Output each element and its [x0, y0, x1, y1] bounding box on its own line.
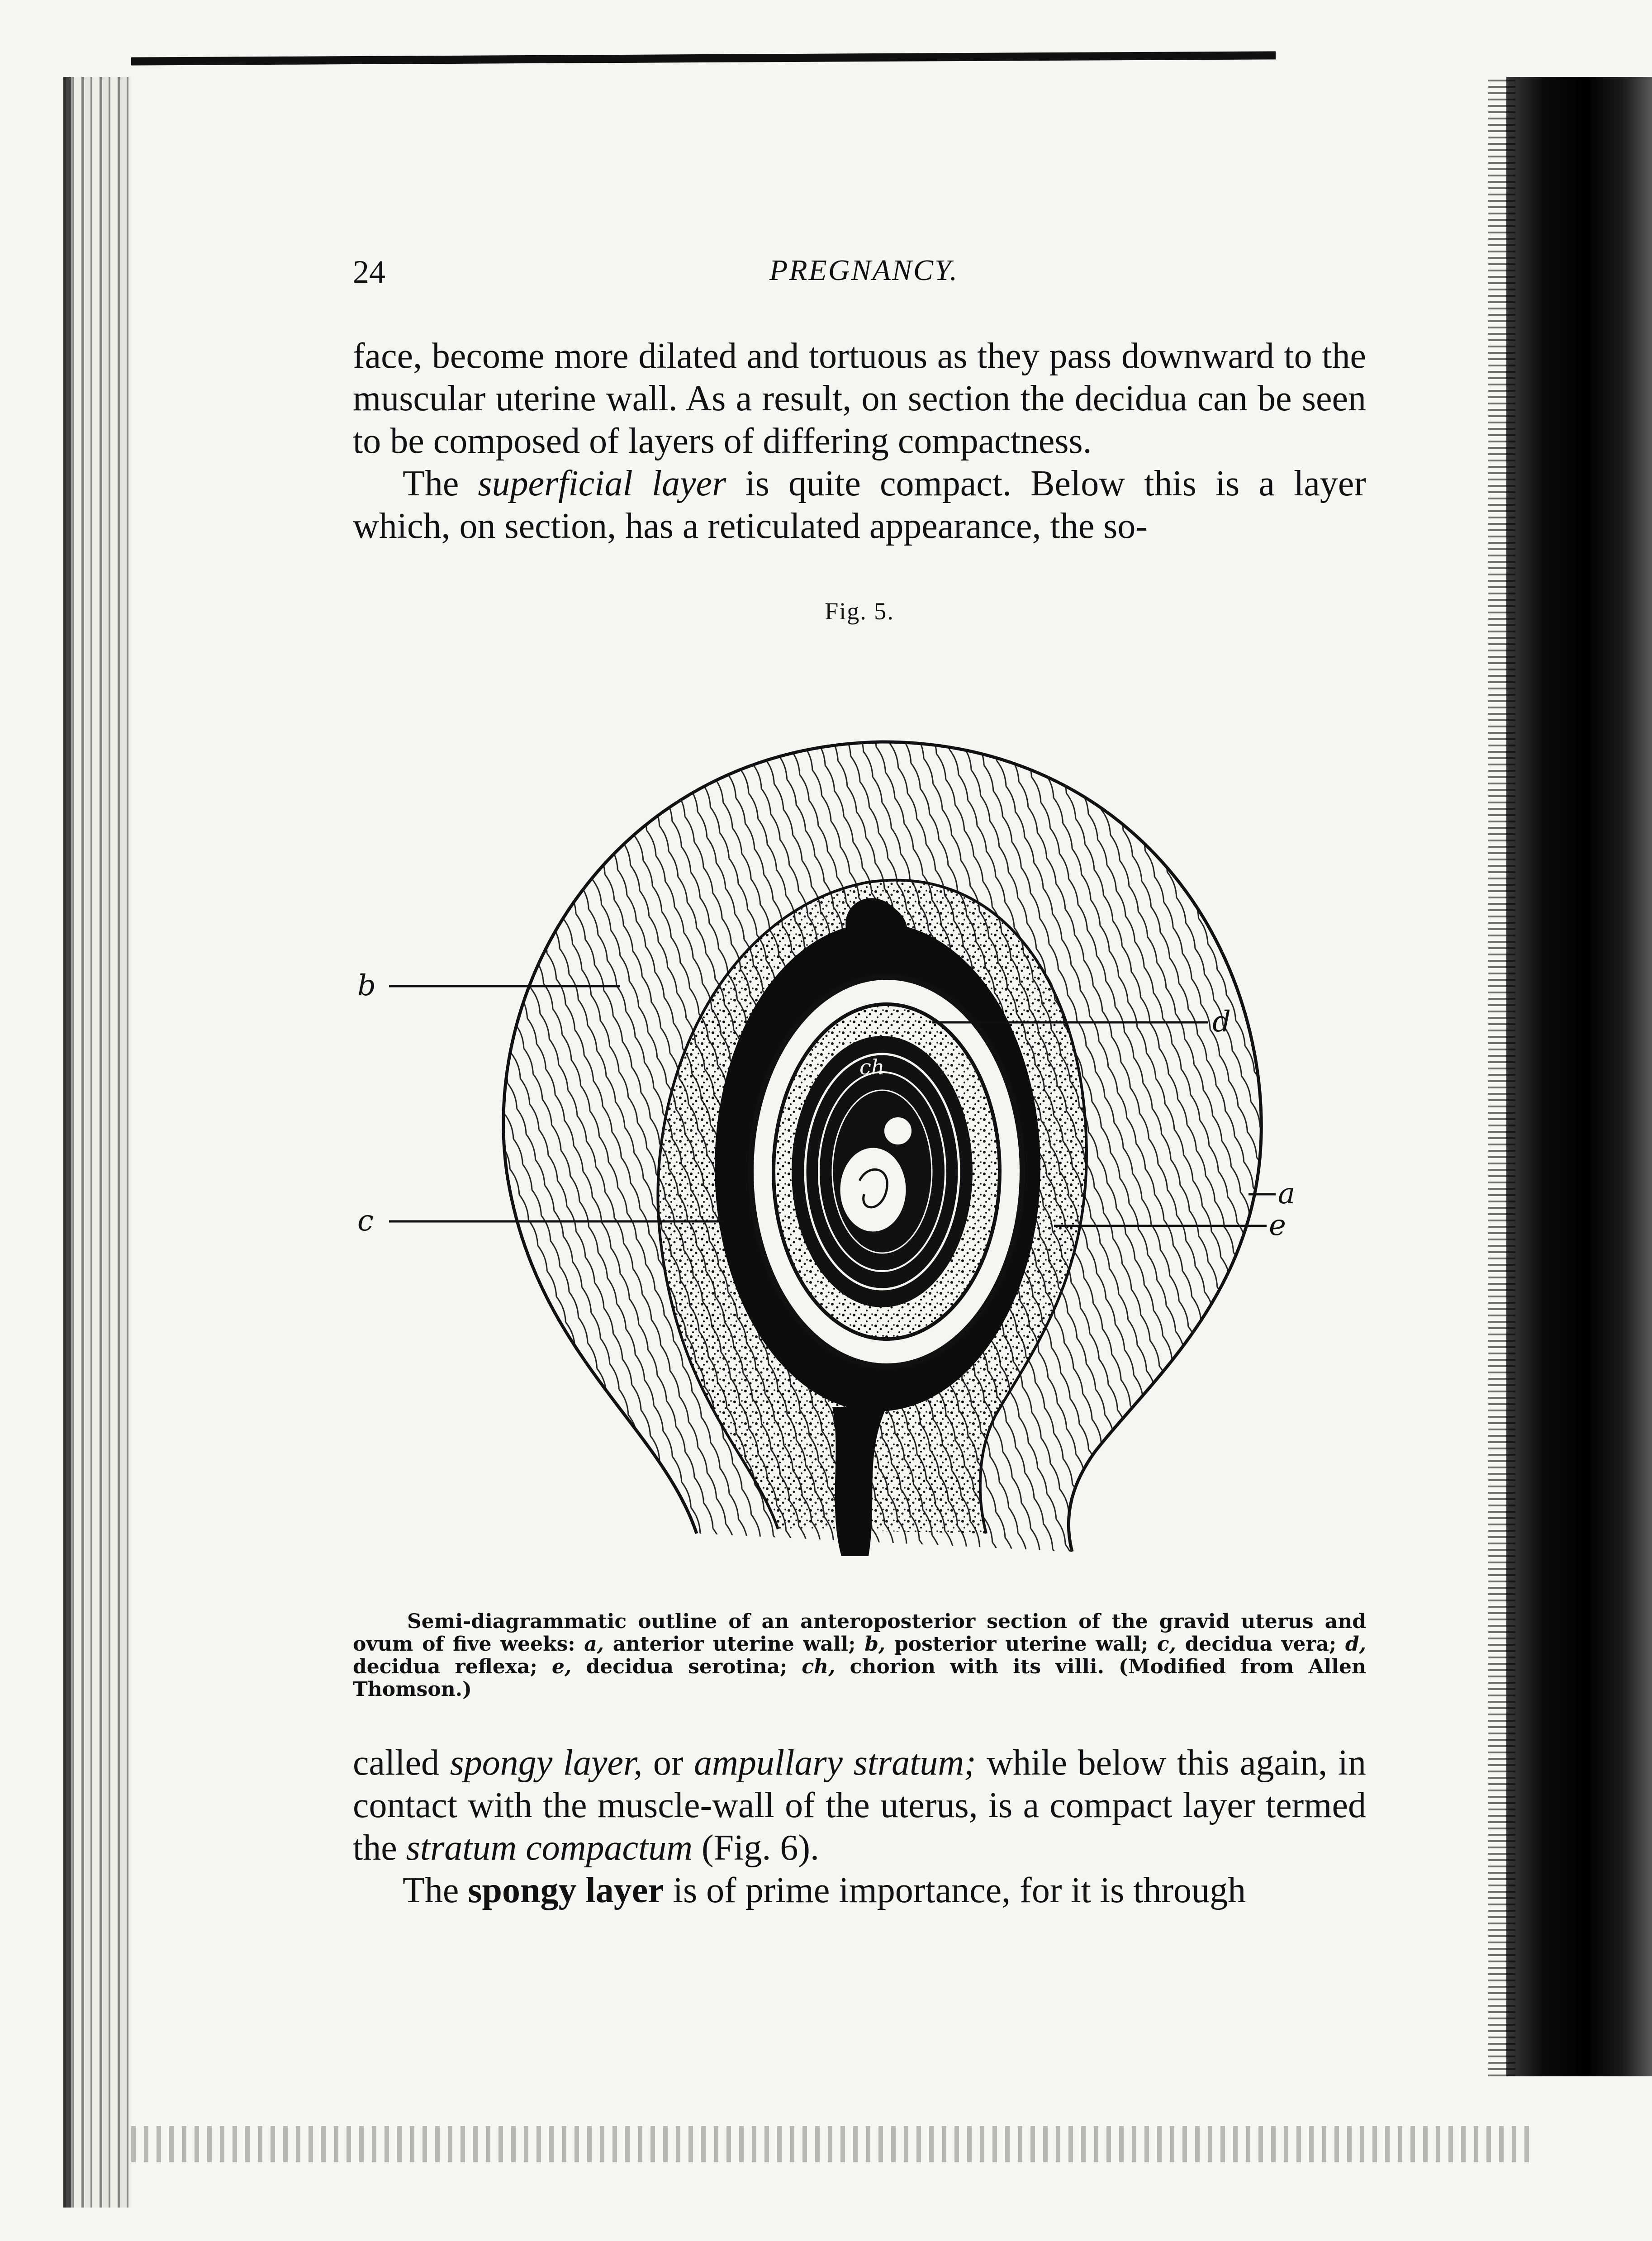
- paragraph-text: face, become more dilated and tortuous as they pass downward to the muscular uterine wall. As a result, on section the decidua can be seen to be composed of layers of differing compactness.: [353, 336, 1366, 461]
- paragraph-text: while below this again, in contact with the muscle-wall of the uterus, is a compact layer termed the: [353, 1743, 1367, 1868]
- page-left-edge: [63, 77, 71, 2208]
- caption-text: [353, 1610, 1366, 1701]
- caption-segment: anterior uterine wall;: [604, 1633, 865, 1656]
- label-ch: ch: [859, 1055, 885, 1079]
- paragraph-text: (Fig. 6).: [693, 1828, 820, 1868]
- italic-term: superficial layer: [478, 464, 726, 503]
- body-text-top: [353, 335, 1366, 547]
- running-title: PREGNANCY.: [769, 254, 959, 287]
- bottom-scan-edge: [131, 2126, 1533, 2162]
- label-c: c: [357, 1204, 374, 1238]
- italic-term: ampullary stratum;: [694, 1743, 976, 1783]
- caption-letter: ch,: [802, 1655, 835, 1678]
- top-scan-rule: [131, 51, 1276, 65]
- label-a: a: [1278, 1177, 1296, 1211]
- caption-letter: c,: [1157, 1633, 1176, 1656]
- caption-letter: d,: [1345, 1633, 1367, 1656]
- figure-uterus-section: [357, 629, 1357, 1592]
- right-gutter-shadow: [1506, 77, 1652, 2076]
- paragraph-text: is quite compact. Below this is a layer which, on section, has a reticulated appearance, the so-: [353, 464, 1366, 546]
- body-text-bottom: [353, 1742, 1366, 1912]
- uterus-section-illustration: [357, 629, 1357, 1592]
- caption-letter: a,: [584, 1633, 604, 1656]
- paragraph: [353, 335, 1366, 462]
- page-header: [353, 253, 1375, 303]
- paragraph-text: The: [403, 1871, 468, 1910]
- caption-letter: b,: [864, 1633, 886, 1656]
- paragraph: [353, 1742, 1366, 1869]
- embryo: [839, 1147, 907, 1233]
- paragraph-text: The: [403, 464, 478, 503]
- paragraph-text: is of prime importance, for it is through: [664, 1871, 1246, 1910]
- figure-label: Fig. 5.: [825, 598, 894, 625]
- caption-segment: chorion with its villi. (Modified from Allen Thomson.): [353, 1655, 1367, 1701]
- label-d: d: [1212, 1005, 1231, 1039]
- bold-term: spongy layer: [468, 1871, 664, 1910]
- caption-segment: decidua reflexa;: [353, 1655, 552, 1678]
- label-e: e: [1269, 1209, 1286, 1242]
- paragraph: [353, 462, 1366, 547]
- italic-term: spongy layer,: [450, 1743, 643, 1783]
- figure-caption: [353, 1610, 1366, 1701]
- caption-segment: posterior uterine wall;: [885, 1633, 1157, 1656]
- caption-segment: decidua vera;: [1176, 1633, 1345, 1656]
- caption-letter: e,: [551, 1655, 572, 1678]
- binding-shadow: [63, 77, 131, 2208]
- label-b: b: [357, 969, 376, 1002]
- paragraph-text: called: [353, 1743, 450, 1783]
- paragraph: [353, 1869, 1366, 1912]
- caption-segment: decidua serotina;: [571, 1655, 802, 1678]
- paragraph-text: or: [642, 1743, 694, 1783]
- page-number: 24: [353, 254, 385, 290]
- caption-segment: Semi-diagrammatic outline of an anteroposterior section of the gravid uterus and ovum of five weeks:: [353, 1610, 1366, 1656]
- italic-term: stratum compactum: [406, 1828, 693, 1868]
